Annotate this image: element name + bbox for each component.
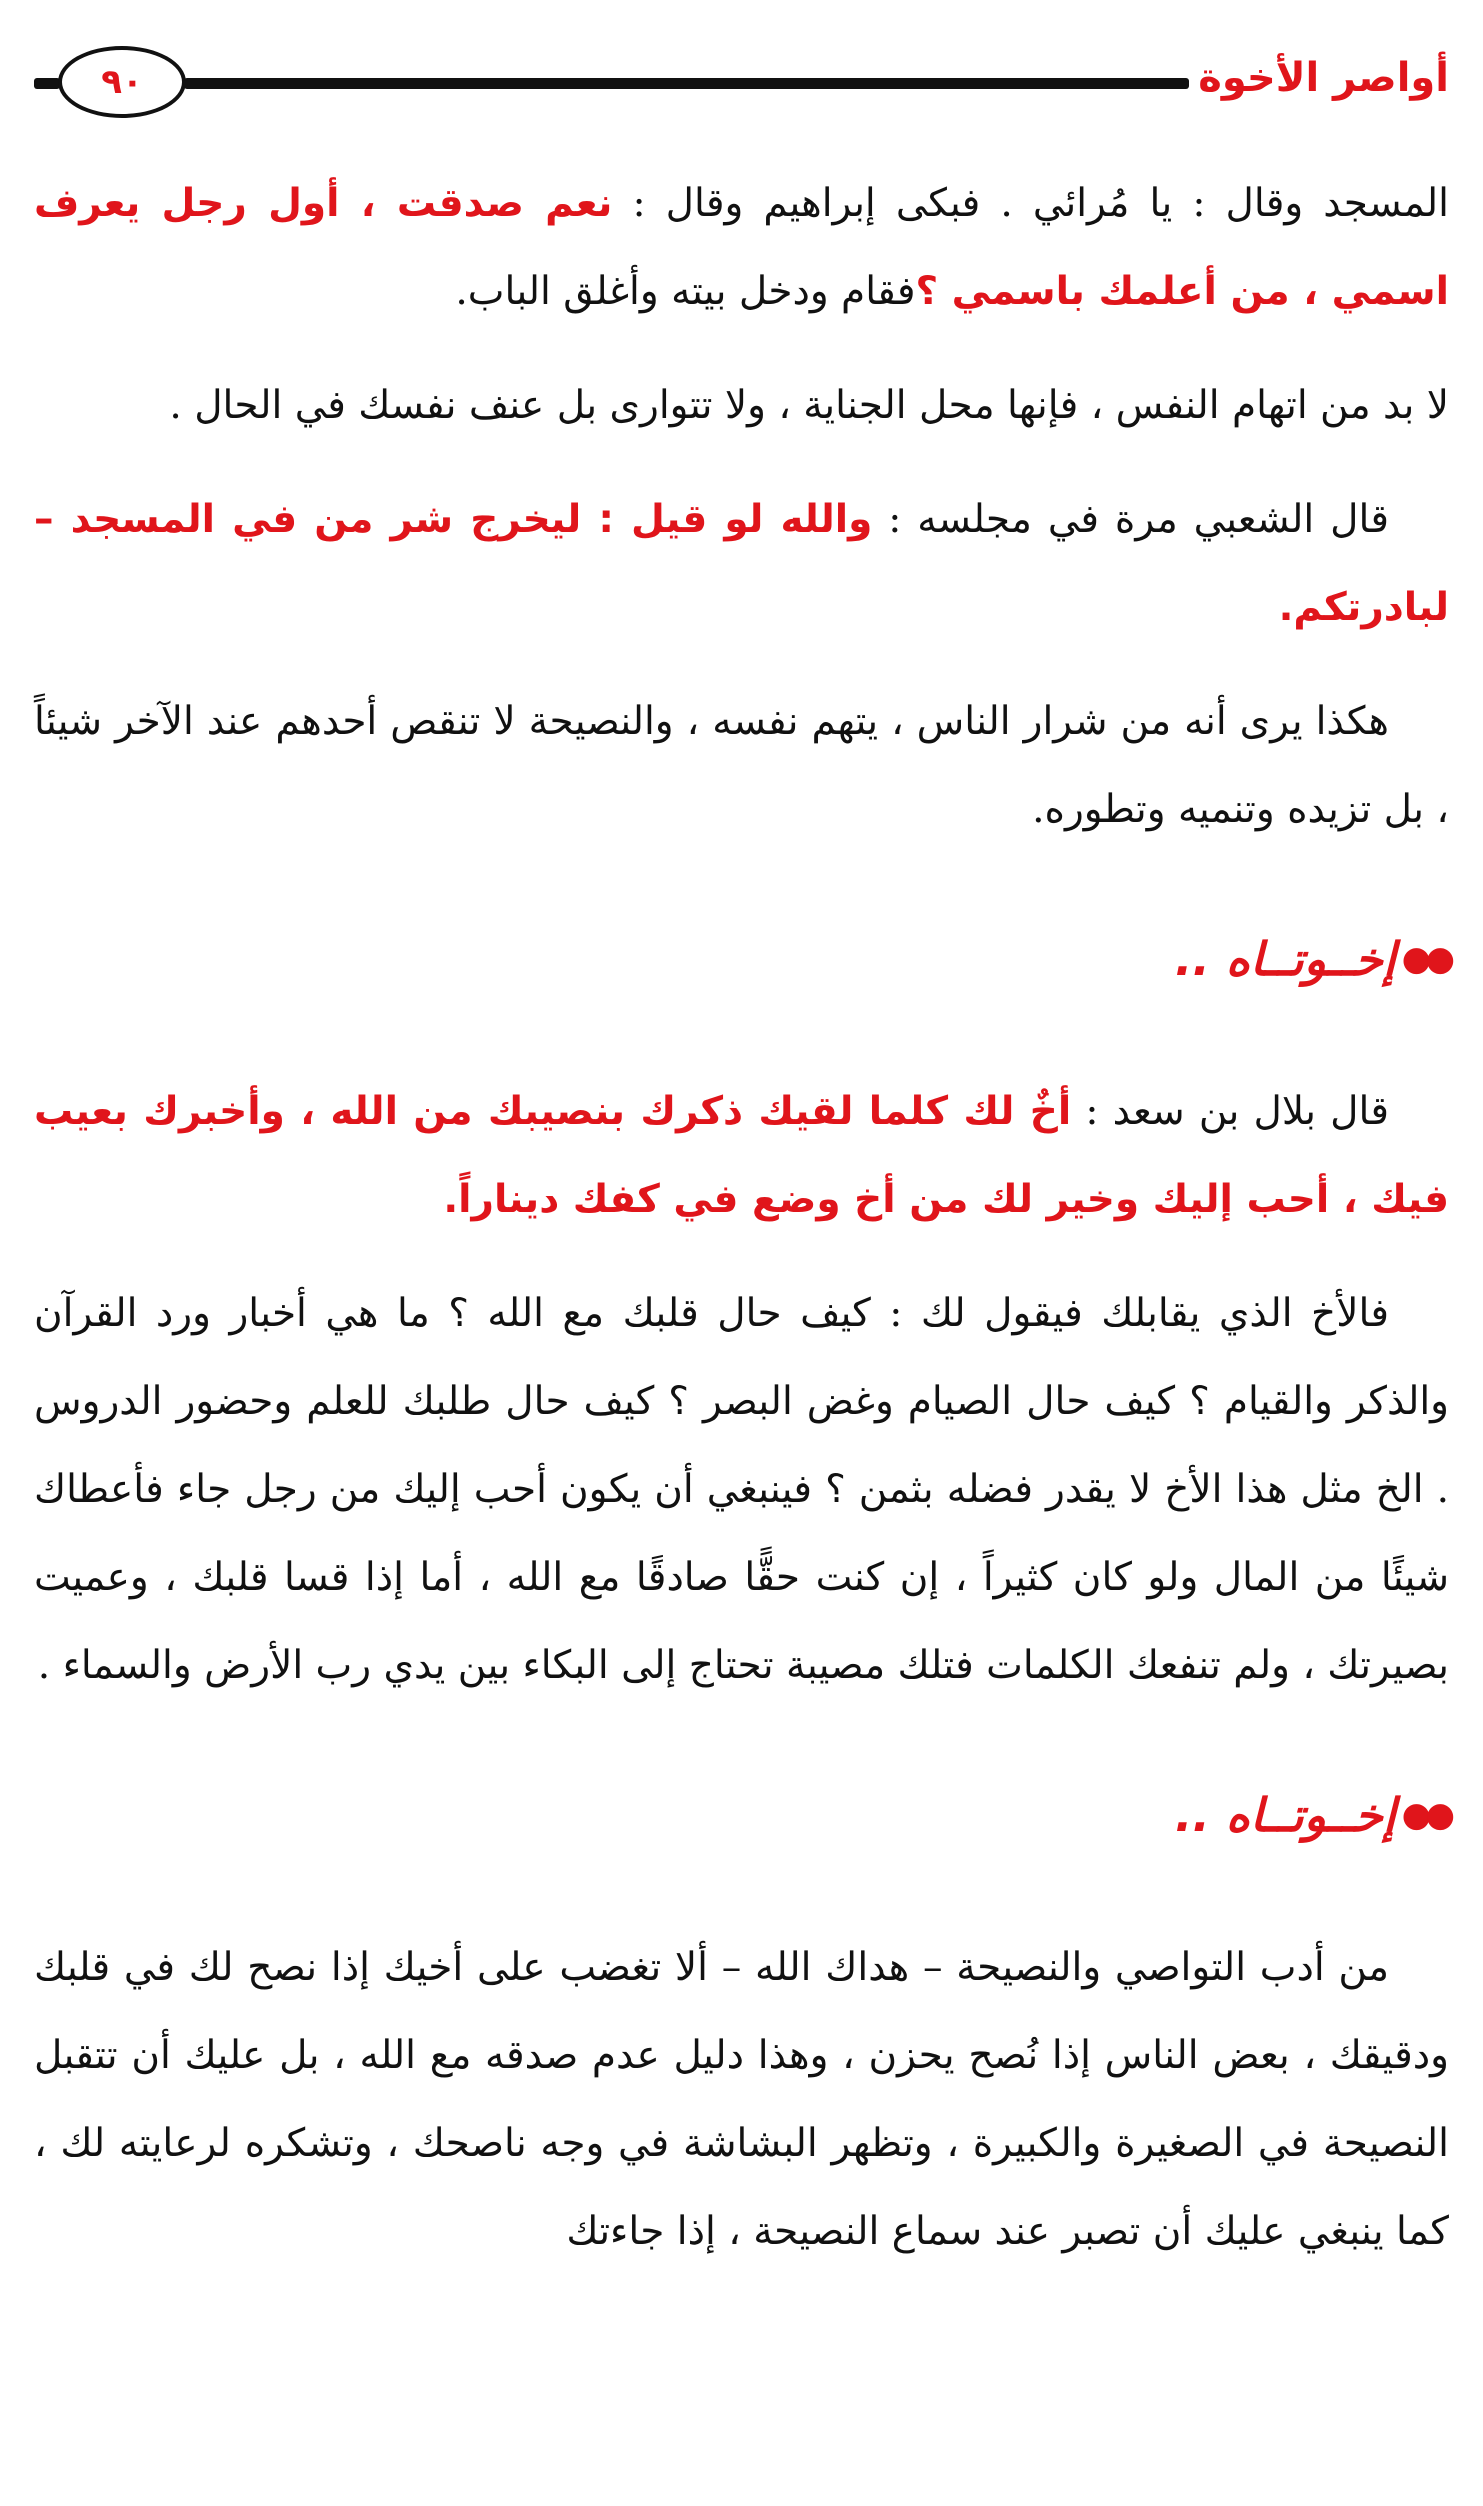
paragraph-1-quote: نعم صدقت ، أول رجل يعرف اسمي ، من أعلمك باسمي ؟ <box>34 181 1449 314</box>
paragraph-5-quote: أخٌ لك كلما لقيك ذكرك بنصيبك من الله ، وأخبرك بعيب فيك ، أحب إليك وخير لك من أخ وضع في كفك ديناراً. <box>34 1089 1449 1222</box>
header-rule <box>184 78 1189 89</box>
running-title: أواصر الأخوة <box>1198 55 1449 101</box>
paragraph-6-text: فالأخ الذي يقابلك فيقول لك : كيف حال قلبك مع الله ؟ ما هي أخبار ورد القرآن والذكر والقيام ؟ كيف حال الصيام وغض البصر ؟ كيف حال طلبك للعلم وحضور الدروس . الخ مثل هذا الأخ لا يقدر فضله بثمن ؟ فينبغي أن يكون أحب إليك من رجل جاء فأعطاك شيئًا من المال ولو كان كثيراً ، إن كنت حقًّا صادقًا مع الله ، أما إذا قسا قلبك ، وعميت بصيرتك ، ولم تنفعك الكلمات فتلك مصيبة تحتاج إلى البكاء بين يدي رب الأرض والسماء . <box>34 1291 1449 1688</box>
paragraph-4 <box>34 678 1449 854</box>
page-header <box>34 42 1449 122</box>
page-number: ٩٠ <box>101 62 143 102</box>
paragraph-4-text: هكذا يرى أنه من شرار الناس ، يتهم نفسه ، والنصيحة لا تنقص أحدهم عند الآخر شيئاً ، بل تزيده وتنميه وتطوره. <box>34 699 1449 832</box>
paragraph-2-text: لا بد من اتهام النفس ، فإنها محل الجناية ، ولا تتوارى بل عنف نفسك في الحال . <box>169 383 1449 428</box>
heading-bullets-icon: ●● <box>1401 1795 1449 1835</box>
paragraph-6 <box>34 1270 1449 1710</box>
paragraph-1 <box>34 160 1449 336</box>
paragraph-2 <box>34 362 1449 450</box>
paragraph-7-text: من أدب التواصي والنصيحة – هداك الله – ألا تغضب على أخيك إذا نصح لك في قلبك ودقيقك ، بعض الناس إذا نُصح يحزن ، وهذا دليل عدم صدقه مع الله ، بل عليك أن تتقبل النصيحة في الصغيرة والكبيرة ، وتظهر البشاشة في وجه ناصحك ، وتشكره لرعايته لك ، كما ينبغي عليك أن تصبر عند سماع النصيحة ، إذا جاءتك <box>34 1945 1449 2254</box>
heading-bullets-icon: ●● <box>1401 939 1449 979</box>
paragraph-3 <box>34 476 1449 652</box>
paragraph-5-text: قال بلال بن سعد : <box>1071 1089 1390 1134</box>
paragraph-1-text-b: فقام ودخل بيته وأغلق الباب. <box>455 269 916 314</box>
paragraph-5 <box>34 1068 1449 1244</box>
page-number-oval <box>58 46 186 118</box>
paragraph-3-quote: والله لو قيل : ليخرج شر من في المسجد – لبادرتكم. <box>34 497 1449 630</box>
paragraph-1-text-a: المسجد وقال : يا مُرائي . فبكى إبراهيم وقال : <box>612 181 1449 226</box>
page-content <box>34 160 1449 2276</box>
section-heading-1-text: إخــوتــاه .. <box>1174 932 1396 986</box>
section-heading-2-text: إخــوتــاه .. <box>1174 1788 1396 1842</box>
section-heading-1 <box>34 914 1449 1004</box>
paragraph-3-text: قال الشعبي مرة في مجلسه : <box>872 497 1389 542</box>
paragraph-7 <box>34 1924 1449 2276</box>
section-heading-2 <box>34 1770 1449 1860</box>
header-rule-left <box>34 78 60 89</box>
